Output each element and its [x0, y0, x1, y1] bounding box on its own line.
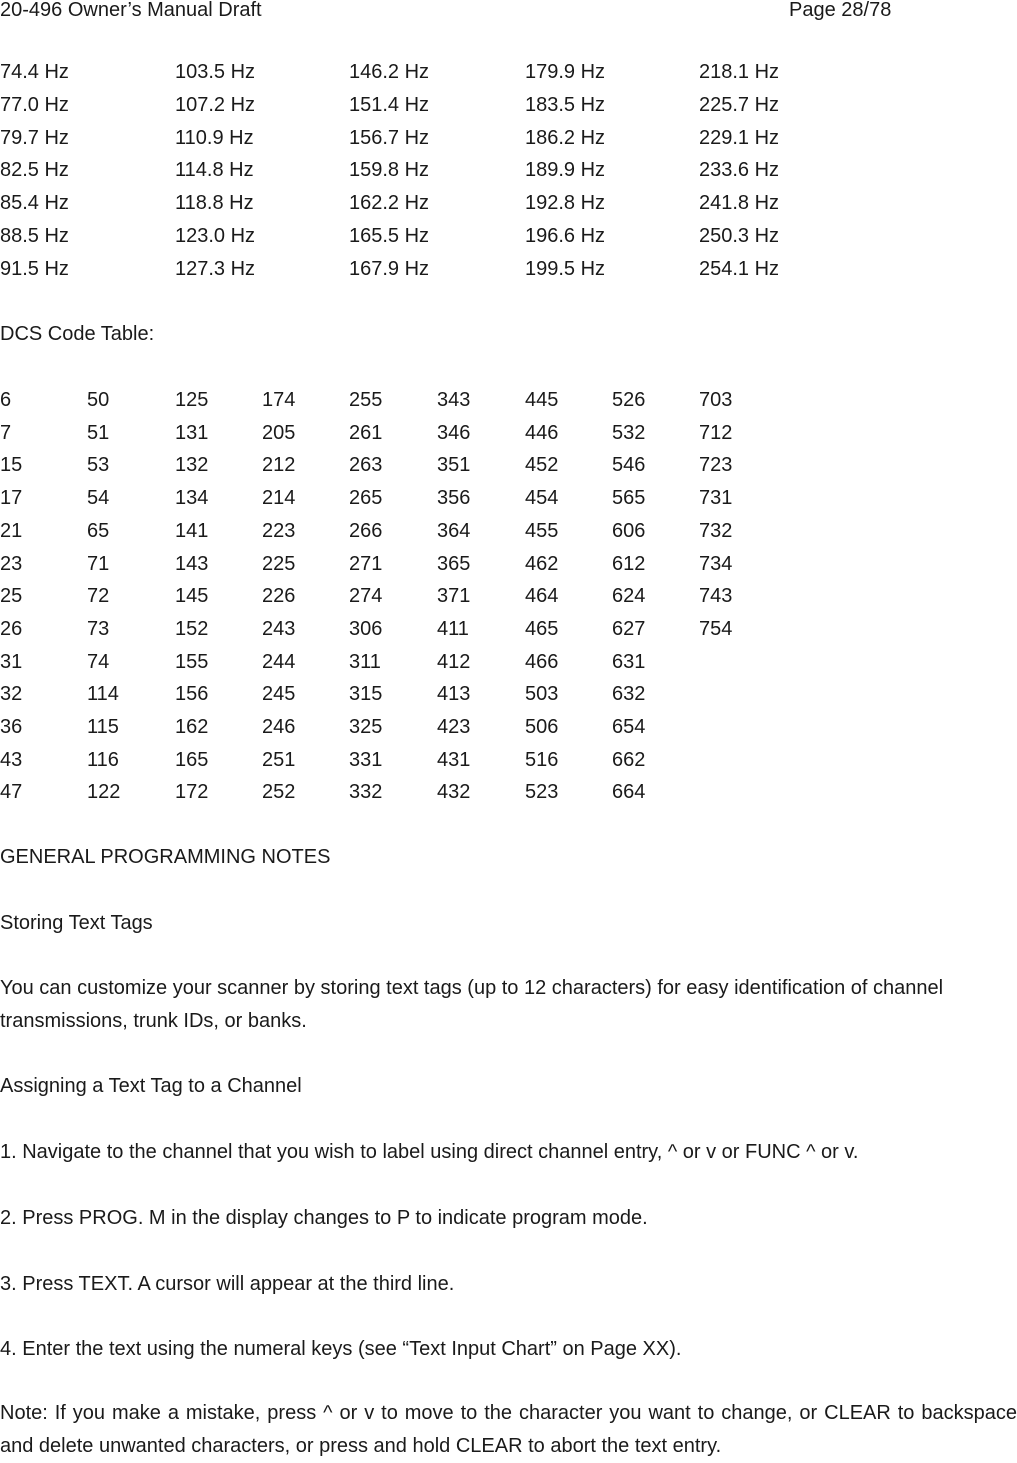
- dcs-code: 72: [87, 585, 110, 608]
- dcs-code: 6: [0, 389, 12, 411]
- ctcss-cell: 114.8 Hz: [175, 159, 254, 182]
- dcs-code: 632: [612, 683, 646, 706]
- dcs-code: 43: [0, 748, 23, 771]
- dcs-code: 122: [87, 781, 121, 804]
- dcs-code: 226: [262, 585, 296, 608]
- dcs-code: 15: [0, 454, 23, 477]
- ctcss-cell: 74.4 Hz: [0, 61, 69, 83]
- dcs-code: 743: [699, 585, 733, 608]
- dcs-code: 654: [612, 716, 646, 738]
- dcs-code: 115: [87, 716, 119, 738]
- dcs-code: 214: [262, 487, 296, 510]
- dcs-code: 332: [349, 781, 383, 804]
- dcs-code: 452: [525, 454, 559, 477]
- dcs-code: 36: [0, 716, 23, 738]
- dcs-code: 365: [437, 552, 471, 575]
- dcs-code: 261: [349, 421, 383, 444]
- dcs-code: 325: [349, 716, 383, 738]
- ctcss-cell: 151.4 Hz: [349, 93, 430, 116]
- dcs-code: 432: [437, 781, 471, 804]
- dcs-code: 225: [262, 552, 296, 575]
- dcs-code: 53: [87, 454, 110, 477]
- ctcss-cell: 225.7 Hz: [699, 93, 780, 116]
- step-1: 1. Navigate to the channel that you wish to label using direct channel entry, ^ or v or FUNC ^ or v.: [0, 1141, 859, 1163]
- dcs-code: 712: [699, 421, 733, 444]
- dcs-code: 455: [525, 519, 559, 542]
- dcs-code: 141: [175, 519, 209, 542]
- dcs-table-label: DCS Code Table:: [0, 323, 155, 345]
- ctcss-cell: 192.8 Hz: [525, 192, 606, 215]
- ctcss-cell: 167.9 Hz: [349, 257, 430, 280]
- dcs-code: 114: [87, 683, 119, 706]
- dcs-code: 50: [87, 389, 110, 411]
- dcs-code: 47: [0, 781, 23, 804]
- ctcss-cell: 79.7 Hz: [0, 126, 69, 149]
- dcs-code: 731: [699, 487, 733, 510]
- dcs-code: 413: [437, 683, 471, 706]
- subsection-heading: Storing Text Tags: [0, 912, 153, 934]
- dcs-code: 516: [525, 748, 559, 771]
- dcs-code: 445: [525, 389, 559, 411]
- dcs-code: 734: [699, 552, 733, 575]
- dcs-code: 315: [349, 683, 383, 706]
- ctcss-cell: 82.5 Hz: [0, 159, 69, 182]
- dcs-code: 371: [437, 585, 471, 608]
- dcs-code: 73: [87, 617, 110, 640]
- dcs-code: 532: [612, 421, 646, 444]
- ctcss-cell: 85.4 Hz: [0, 192, 69, 215]
- dcs-code: 356: [437, 487, 471, 510]
- dcs-code: 165: [175, 748, 209, 771]
- header-title: 20-496 Owner’s Manual Draft: [0, 0, 262, 21]
- dcs-code: 51: [87, 421, 110, 444]
- ctcss-cell: 156.7 Hz: [349, 126, 430, 149]
- dcs-code: 311: [349, 650, 381, 673]
- dcs-code: 205: [262, 421, 296, 444]
- dcs-code: 172: [175, 781, 209, 804]
- ctcss-cell: 186.2 Hz: [525, 126, 606, 149]
- dcs-code: 503: [525, 683, 559, 706]
- dcs-code: 212: [262, 454, 296, 477]
- dcs-code: 346: [437, 421, 471, 444]
- dcs-code: 431: [437, 748, 471, 771]
- dcs-code: 462: [525, 552, 559, 575]
- ctcss-cell: 123.0 Hz: [175, 225, 256, 247]
- dcs-code: 465: [525, 617, 559, 640]
- dcs-code: 174: [262, 389, 296, 411]
- ctcss-cell: 218.1 Hz: [699, 61, 780, 83]
- dcs-code: 351: [437, 454, 471, 477]
- dcs-code: 423: [437, 716, 471, 738]
- ctcss-cell: 77.0 Hz: [0, 93, 69, 116]
- step-3: 3. Press TEXT. A cursor will appear at the third line.: [0, 1273, 455, 1295]
- ctcss-cell: 189.9 Hz: [525, 159, 606, 182]
- dcs-code: 565: [612, 487, 646, 510]
- dcs-code: 627: [612, 617, 646, 640]
- dcs-code: 251: [262, 748, 296, 771]
- ctcss-cell: 241.8 Hz: [699, 192, 780, 215]
- ctcss-cell: 162.2 Hz: [349, 192, 430, 215]
- dcs-code: 131: [175, 421, 209, 444]
- dcs-code: 155: [175, 650, 209, 673]
- dcs-code: 343: [437, 389, 471, 411]
- dcs-code: 21: [0, 519, 23, 542]
- dcs-code: 612: [612, 552, 646, 575]
- dcs-code: 143: [175, 552, 209, 575]
- dcs-code: 523: [525, 781, 559, 804]
- dcs-code: 71: [87, 552, 110, 575]
- dcs-code: 162: [175, 716, 209, 738]
- dcs-code: 26: [0, 617, 23, 640]
- dcs-code: 624: [612, 585, 646, 608]
- dcs-code: 7: [0, 421, 12, 444]
- dcs-code: 412: [437, 650, 471, 673]
- note-paragraph: Note: If you make a mistake, press ^ or v to move to the character you want to change, or CLEAR to backspace and delete unwanted characters, or press and hold CLEAR to abort the text entry.: [0, 1402, 1017, 1457]
- dcs-code: 506: [525, 716, 559, 738]
- dcs-code: 125: [175, 389, 209, 411]
- dcs-code: 25: [0, 585, 23, 608]
- dcs-code: 145: [175, 585, 209, 608]
- ctcss-cell: 159.8 Hz: [349, 159, 430, 182]
- step-4: 4. Enter the text using the numeral keys (see “Text Input Chart” on Page XX).: [0, 1338, 682, 1360]
- dcs-code: 243: [262, 617, 296, 640]
- dcs-code: 245: [262, 683, 296, 706]
- dcs-code: 732: [699, 519, 733, 542]
- ctcss-cell: 196.6 Hz: [525, 225, 606, 247]
- dcs-code: 265: [349, 487, 383, 510]
- dcs-code: 271: [349, 552, 383, 575]
- ctcss-cell: 179.9 Hz: [525, 61, 606, 83]
- page-number: Page 28/78: [789, 0, 892, 21]
- dcs-code: 32: [0, 683, 23, 706]
- ctcss-cell: 103.5 Hz: [175, 61, 256, 83]
- ctcss-cell: 250.3 Hz: [699, 225, 780, 247]
- ctcss-cell: 233.6 Hz: [699, 159, 780, 182]
- dcs-code: 631: [612, 650, 646, 673]
- dcs-code: 116: [87, 748, 119, 771]
- ctcss-cell: 165.5 Hz: [349, 225, 430, 247]
- ctcss-cell: 254.1 Hz: [699, 257, 780, 280]
- dcs-code: 23: [0, 552, 23, 575]
- dcs-code: 446: [525, 421, 559, 444]
- dcs-code: 411: [437, 617, 469, 640]
- dcs-code: 662: [612, 748, 646, 771]
- ctcss-cell: 127.3 Hz: [175, 257, 256, 280]
- ctcss-cell: 88.5 Hz: [0, 225, 69, 247]
- step-2: 2. Press PROG. M in the display changes to P to indicate program mode.: [0, 1207, 648, 1229]
- dcs-code: 664: [612, 781, 646, 804]
- dcs-code: 74: [87, 650, 110, 673]
- ctcss-cell: 107.2 Hz: [175, 93, 256, 116]
- dcs-code: 54: [87, 487, 110, 510]
- dcs-code: 244: [262, 650, 296, 673]
- dcs-code: 364: [437, 519, 471, 542]
- dcs-code: 331: [349, 748, 383, 771]
- dcs-code: 263: [349, 454, 383, 477]
- dcs-code: 754: [699, 617, 733, 640]
- dcs-code: 306: [349, 617, 383, 640]
- dcs-code: 132: [175, 454, 209, 477]
- dcs-code: 65: [87, 519, 110, 542]
- dcs-code: 134: [175, 487, 209, 510]
- dcs-code: 266: [349, 519, 383, 542]
- ctcss-cell: 229.1 Hz: [699, 126, 780, 149]
- dcs-code: 156: [175, 683, 209, 706]
- dcs-code: 274: [349, 585, 383, 608]
- dcs-code: 152: [175, 617, 209, 640]
- ctcss-cell: 118.8 Hz: [175, 192, 254, 215]
- dcs-code: 31: [0, 650, 23, 673]
- dcs-code: 466: [525, 650, 559, 673]
- ctcss-cell: 199.5 Hz: [525, 257, 606, 280]
- dcs-code: 17: [0, 487, 23, 510]
- dcs-code: 464: [525, 585, 559, 608]
- dcs-code: 606: [612, 519, 646, 542]
- ctcss-cell: 146.2 Hz: [349, 61, 430, 83]
- dcs-code: 703: [699, 389, 733, 411]
- dcs-code: 546: [612, 454, 646, 477]
- section-heading: GENERAL PROGRAMMING NOTES: [0, 846, 331, 868]
- dcs-code: 223: [262, 519, 296, 542]
- procedure-heading: Assigning a Text Tag to a Channel: [0, 1075, 302, 1097]
- dcs-code: 454: [525, 487, 559, 510]
- dcs-code: 723: [699, 454, 733, 477]
- dcs-code: 255: [349, 389, 383, 411]
- dcs-code: 526: [612, 389, 646, 411]
- intro-paragraph: You can customize your scanner by storing text tags (up to 12 characters) for easy identification of channel transmissions, trunk IDs, or banks.: [0, 977, 944, 1032]
- ctcss-cell: 183.5 Hz: [525, 93, 606, 116]
- ctcss-cell: 91.5 Hz: [0, 257, 69, 280]
- dcs-code: 246: [262, 716, 296, 738]
- ctcss-cell: 110.9 Hz: [175, 126, 254, 149]
- dcs-code: 252: [262, 781, 296, 804]
